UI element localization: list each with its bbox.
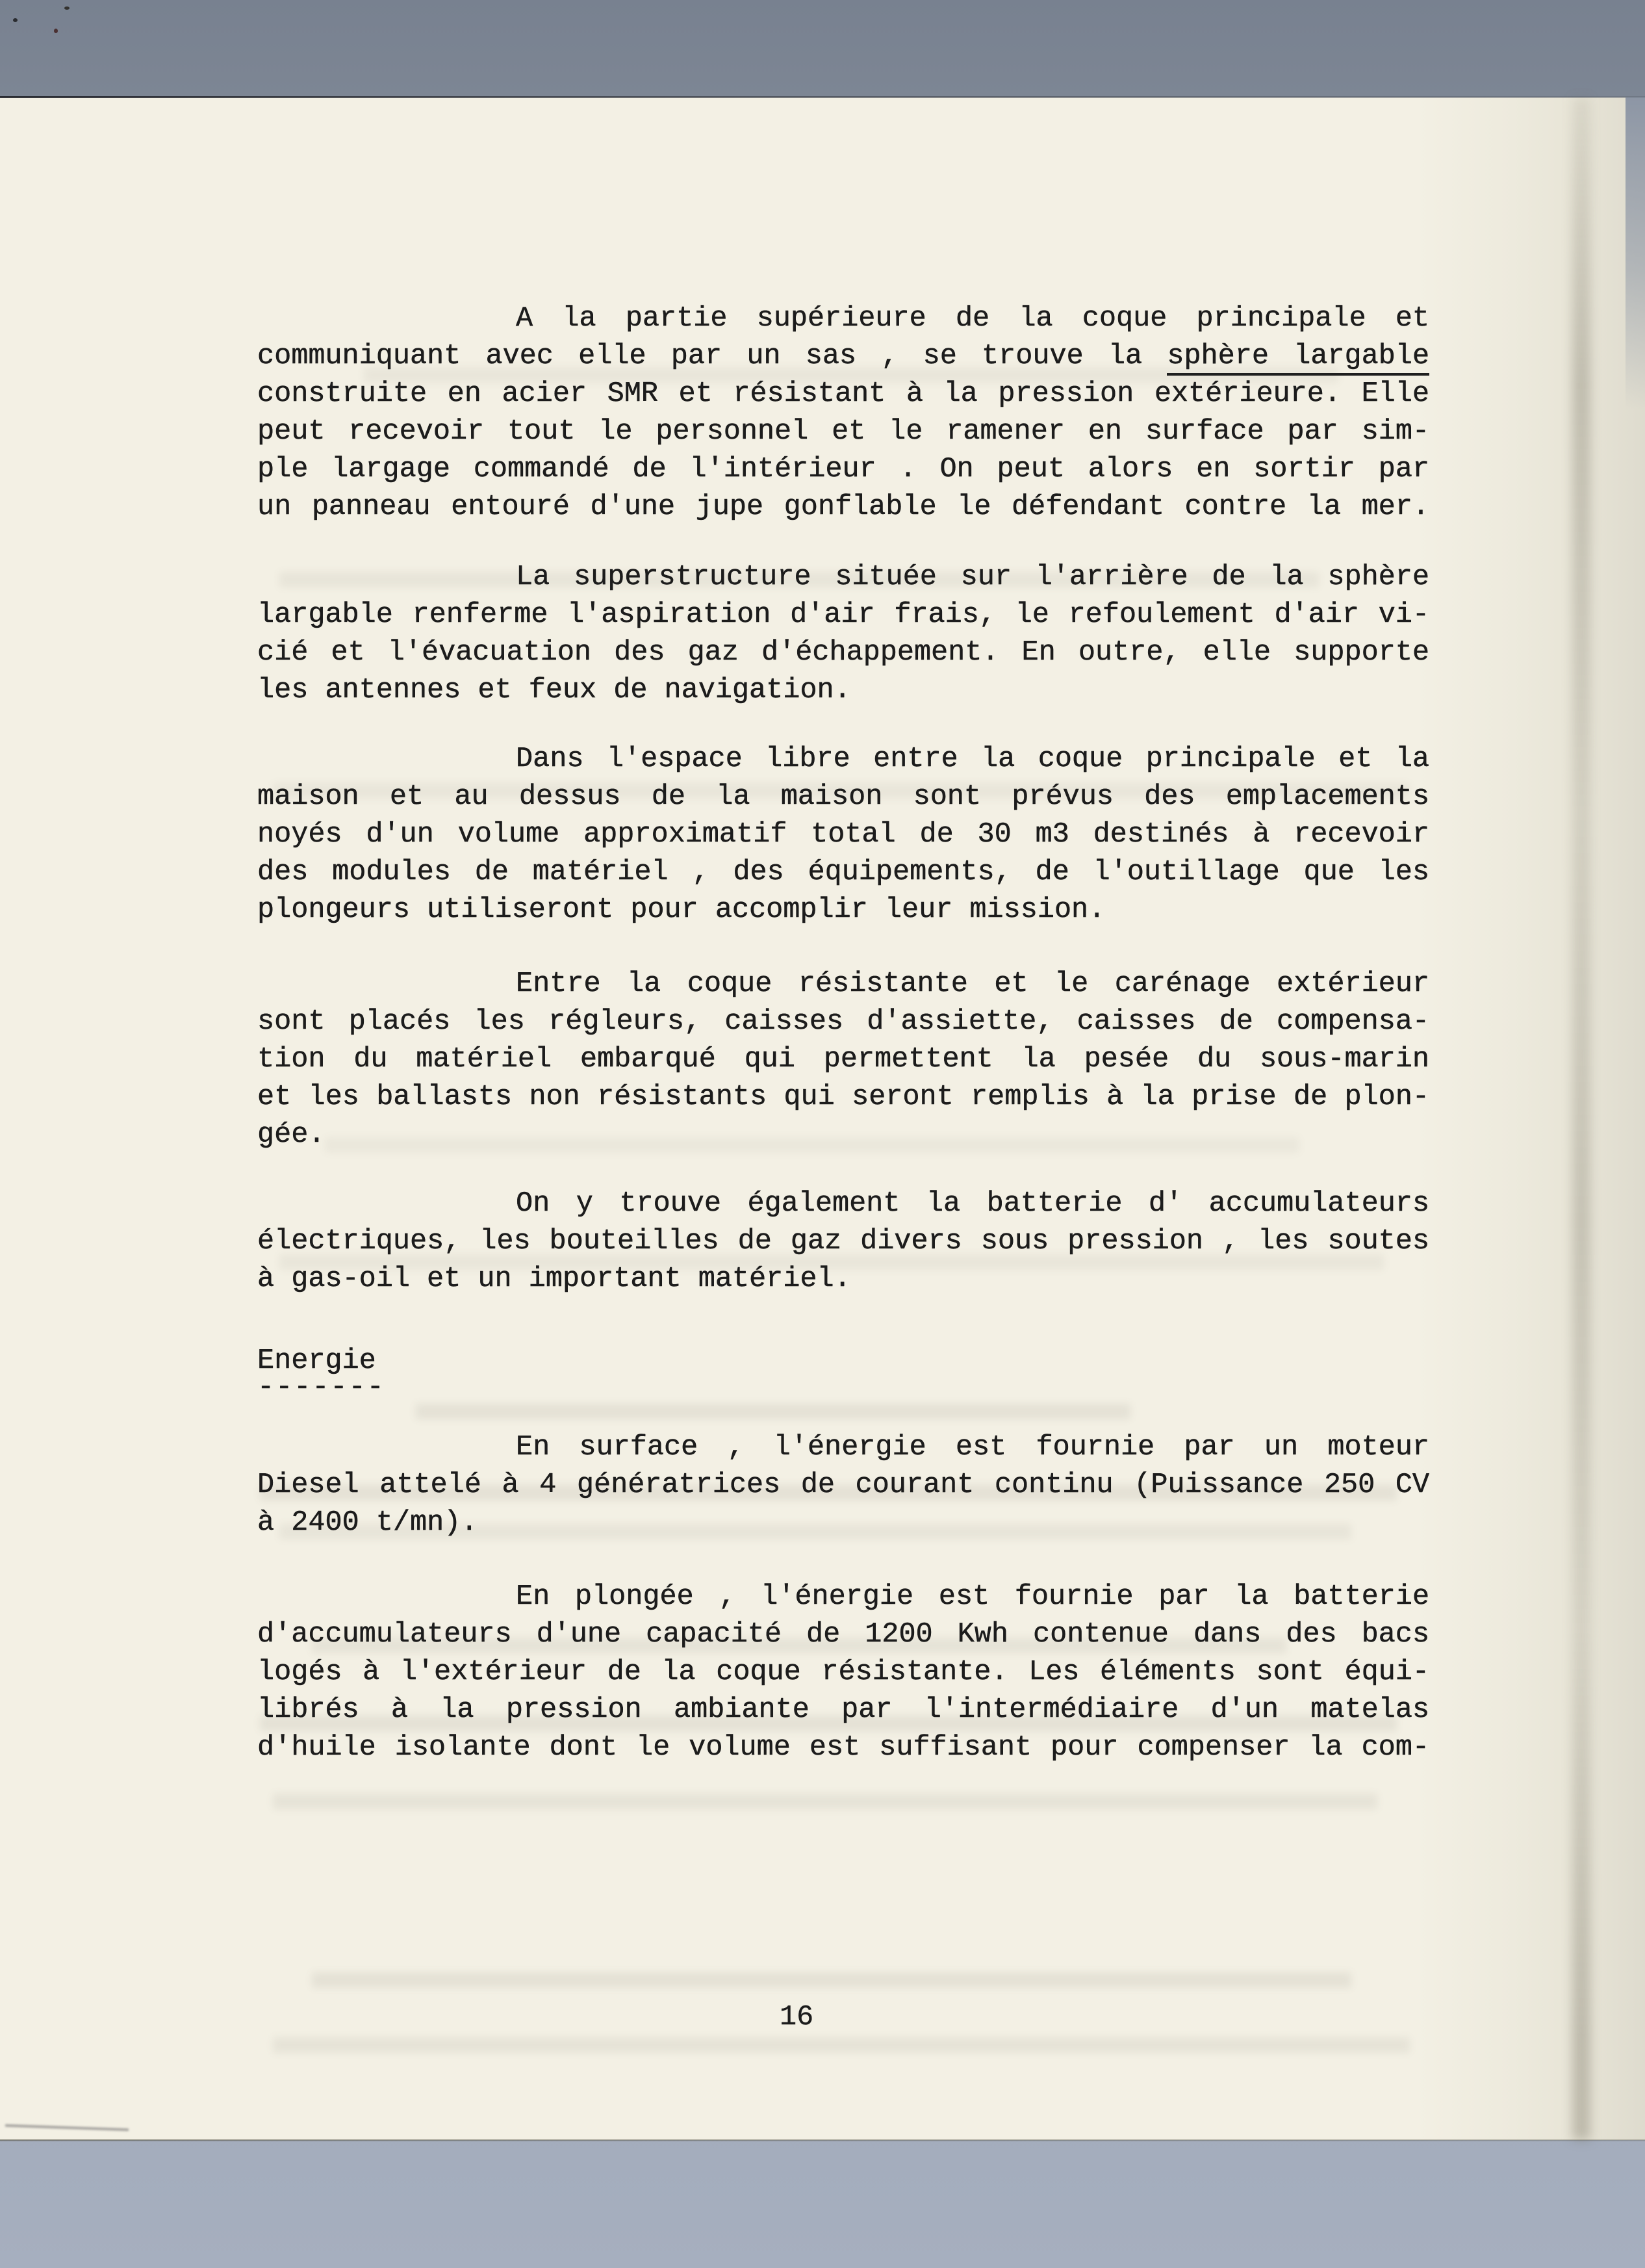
text-line: à gas-oil et un important matériel.	[257, 1263, 851, 1295]
section-heading-block	[257, 1343, 1429, 1418]
show-through-mark	[312, 1972, 1351, 1988]
text-line: les antennes et feux de navigation.	[257, 675, 851, 706]
paragraph	[257, 1579, 1429, 1767]
section-heading: Energie	[257, 1345, 376, 1377]
dust-speck	[13, 18, 18, 22]
text-line: d'huile isolante dont le volume est suffisant pour compenser la com-	[257, 1732, 1429, 1764]
text-line: des modules de matériel , des équipements, de l'outillage que les	[257, 857, 1429, 888]
paragraph	[257, 1185, 1429, 1298]
paragraph	[257, 300, 1429, 526]
paragraph	[257, 1429, 1429, 1542]
text-line: ple largage commandé de l'intérieur . On peut alors en sortir par	[257, 454, 1429, 485]
paragraph	[257, 966, 1429, 1154]
heading-dashed-underline: -------	[257, 1372, 385, 1404]
text-line: Entre la coque résistante et le carénage extérieur	[516, 968, 1429, 1000]
text-line: logés à l'extérieur de la coque résistante. Les éléments sont équi-	[257, 1656, 1429, 1688]
dust-speck	[54, 29, 58, 33]
text-line: noyés d'un volume approximatif total de 30 m3 destinés à recevoir	[257, 819, 1429, 851]
underlined-text: sphère largable	[1167, 341, 1429, 376]
text-line: et les ballasts non résistants qui seront remplis à la prise de plon-	[257, 1081, 1429, 1113]
text-line: Dans l'espace libre entre la coque principale et la	[516, 743, 1429, 775]
text-line: construite en acier SMR et résistant à la pression extérieure. Elle	[257, 378, 1429, 410]
text-line: d'accumulateurs d'une capacité de 1200 Kwh contenue dans des bacs	[257, 1619, 1429, 1651]
text-line: En plongée , l'énergie est fournie par la batterie	[516, 1581, 1429, 1613]
text-line: peut recevoir tout le personnel et le ramener en surface par sim-	[257, 416, 1429, 448]
page-number: 16	[780, 2002, 814, 2033]
page-edge-gap	[1626, 97, 1645, 409]
text-line: sont placés les régleurs, caisses d'assiette, caisses de compensa-	[257, 1006, 1429, 1038]
page-paper	[0, 97, 1645, 2140]
paragraph	[257, 559, 1429, 710]
text-line: gée.	[257, 1119, 325, 1151]
text-line: communiquant avec elle par un sas , se trouve la sphère largable	[257, 338, 1429, 376]
paragraph	[257, 741, 1429, 929]
text-line: cié et l'évacuation des gaz d'échappement. En outre, elle supporte	[257, 637, 1429, 669]
text-line: La superstructure située sur l'arrière de la sphère	[516, 561, 1429, 593]
text-line: un panneau entouré d'une jupe gonflable le défendant contre la mer.	[257, 491, 1429, 523]
text-line: Diesel attelé à 4 génératrices de courant continu (Puissance 250 CV	[257, 1469, 1429, 1501]
text-line: plongeurs utiliseront pour accomplir leur mission.	[257, 894, 1106, 926]
text-line: à 2400 t/mn).	[257, 1507, 478, 1539]
show-through-mark	[273, 2037, 1410, 2053]
show-through-mark	[273, 1794, 1377, 1809]
text-line: librés à la pression ambiante par l'intermédiaire d'un matelas	[257, 1694, 1429, 1726]
text-line: maison et au dessus de la maison sont prévus des emplacements	[257, 781, 1429, 813]
text-line: tion du matériel embarqué qui permettent la pesée du sous-marin	[257, 1044, 1429, 1076]
scan-shadow	[1572, 97, 1590, 2140]
text-line: largable renferme l'aspiration d'air frais, le refoulement d'air vi-	[257, 599, 1429, 631]
text-line: A la partie supérieure de la coque principale et	[516, 303, 1429, 335]
pencil-mark	[5, 2124, 129, 2132]
dust-speck	[64, 6, 70, 10]
text-line: On y trouve également la batterie d' accumulateurs	[516, 1188, 1429, 1220]
text-line: électriques, les bouteilles de gaz divers sous pression , les soutes	[257, 1226, 1429, 1257]
text-line: En surface , l'énergie est fournie par un moteur	[516, 1432, 1429, 1463]
